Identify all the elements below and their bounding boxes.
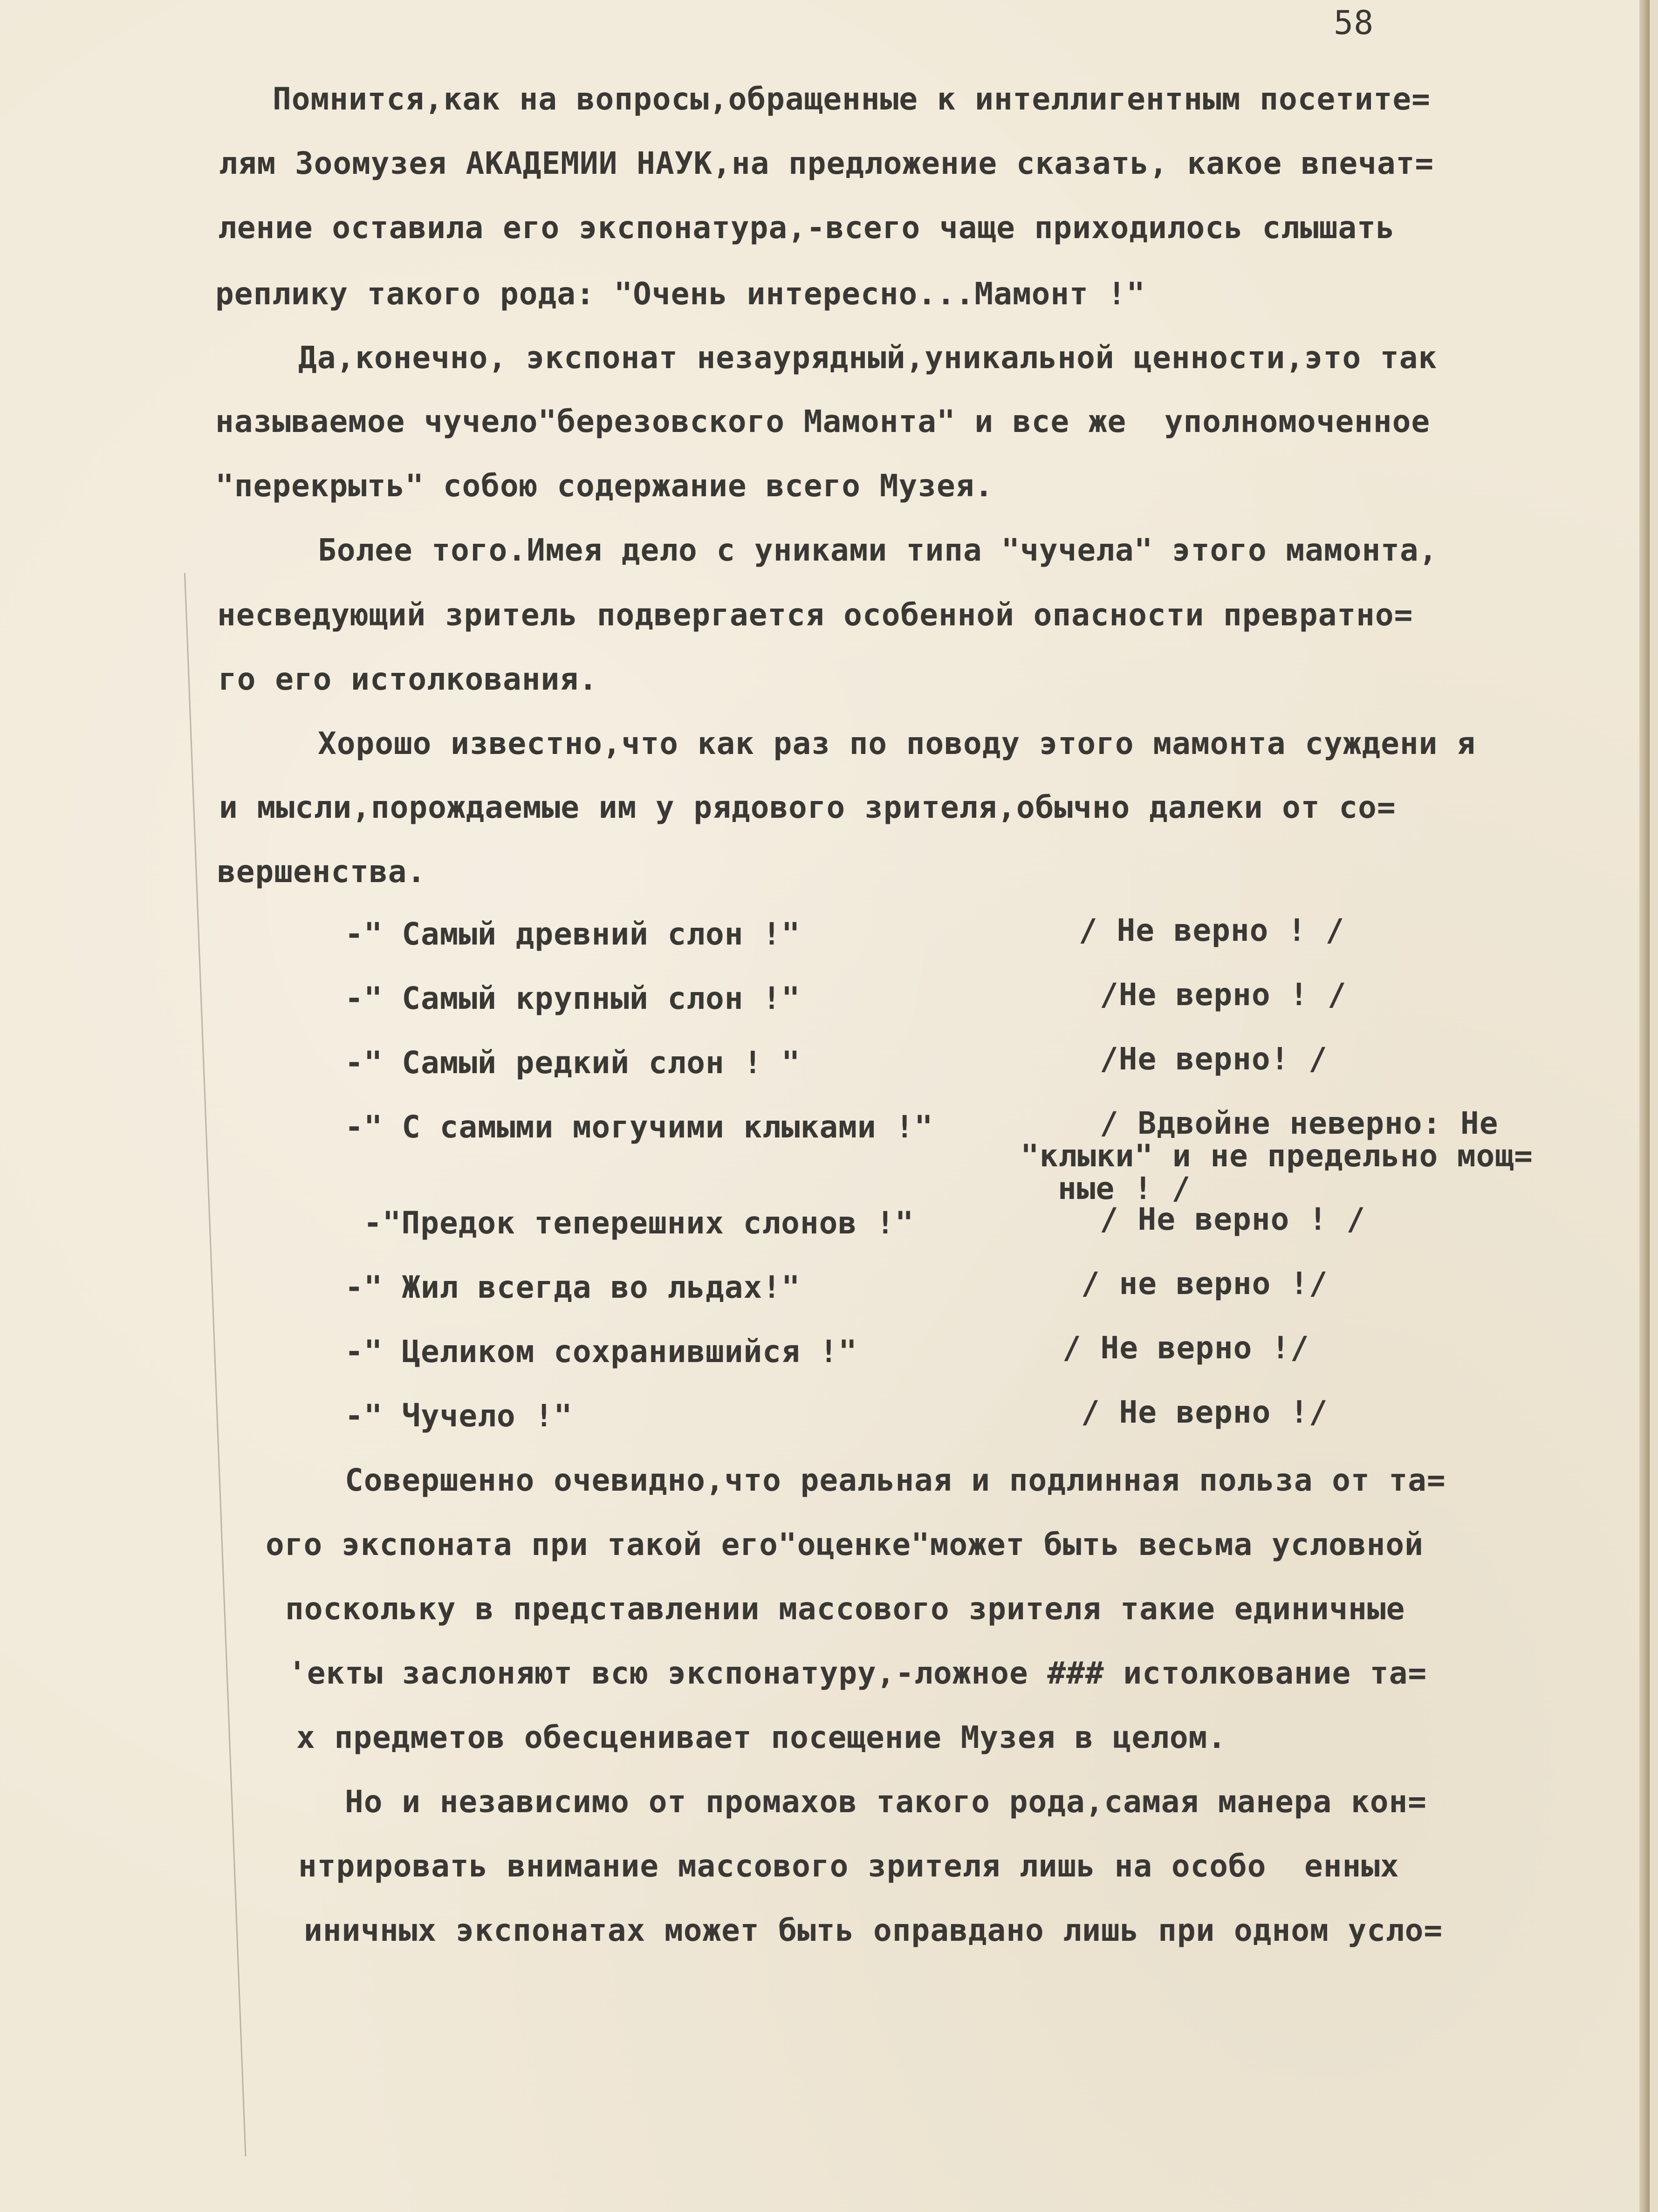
list-item: -" Жил всегда во льдах!" [345,1269,801,1305]
list-item-note: /Не верно ! / [1100,977,1347,1013]
list-item: -" Чучело !" [345,1398,573,1434]
text-line: нтрировать внимание массового зрителя лишь на особо енных [298,1848,1399,1884]
list-item-note: / Не верно !/ [1081,1394,1328,1430]
list-item-note: ные ! / [1058,1171,1191,1206]
list-item: -" С самыми могучими клыками !" [345,1109,933,1145]
list-item-note: / Не верно !/ [1062,1330,1309,1366]
text-line: называемое чучело"березовского Мамонта" и все же уполномоченное [215,404,1431,439]
list-item-note: "клыки" и не предельно мощ= [1021,1138,1533,1174]
text-line: Но и независимо от промахов такого рода,самая манера кон= [345,1784,1427,1820]
text-line: "перекрыть" собою содержание всего Музея. [215,468,994,504]
text-line: ого экспоната при такой его"оценке"может быть весьма условной [266,1527,1424,1562]
list-item: -" Самый древний слон !" [345,916,801,952]
text-line: и мысли,порождаемые им у рядового зрителя,обычно далеки от со= [219,789,1396,825]
text-line: несведующий зритель подвергается особенной опасности превратно= [217,597,1413,633]
text-line: лям Зоомузея АКАДЕМИИ НАУК,на предложение сказать, какое впечат= [219,145,1434,181]
text-line: Помнится,как на вопросы,обращенные к интеллигентным посетите= [273,81,1431,117]
text-line: реплику такого рода: "Очень интересно...Мамонт !" [215,276,1146,312]
page-edge [1639,0,1650,2212]
list-item-note: / Не верно ! / [1079,912,1345,948]
text-line: Более того.Имея дело с униками типа "чучела" этого мамонта, [318,532,1438,568]
list-item-note: /Не верно! / [1100,1041,1328,1077]
text-line: х предметов обесценивает посещение Музея в целом. [296,1719,1227,1755]
text-line: Хорошо известно,что как раз по поводу этого мамонта суждени я [318,726,1476,761]
list-item: -" Целиком сохранившийся !" [345,1334,857,1370]
text-line: поскольку в представлении массового зрителя такие единичные [285,1591,1405,1627]
text-line: Да,конечно, экспонат незаурядный,уникальной ценности,это так [298,340,1438,376]
text-line: Совершенно очевидно,что реальная и подлинная польза от та= [345,1462,1446,1498]
text-line: иничных экспонатах может быть оправдано лишь при одном усло= [304,1912,1443,1948]
list-item-note: / Вдвойне неверно: Не [1100,1105,1499,1141]
list-item: -"Предок теперешних слонов !" [363,1205,914,1241]
list-item-note: / не верно !/ [1081,1266,1328,1301]
text-line: ление оставила его экспонатура,-всего чаще приходилось слышать [218,210,1395,246]
list-item-note: / Не верно ! / [1100,1201,1366,1237]
list-item: -" Самый редкий слон ! " [345,1045,801,1081]
text-line: вершенства. [217,854,426,890]
text-line: го его истолкования. [218,661,598,697]
list-item: -" Самый крупный слон !" [345,980,801,1016]
text-line: 'екты заслоняют всю экспонатуру,-ложное ### истолкование та= [288,1655,1427,1691]
page-number: 58 [1334,4,1374,42]
